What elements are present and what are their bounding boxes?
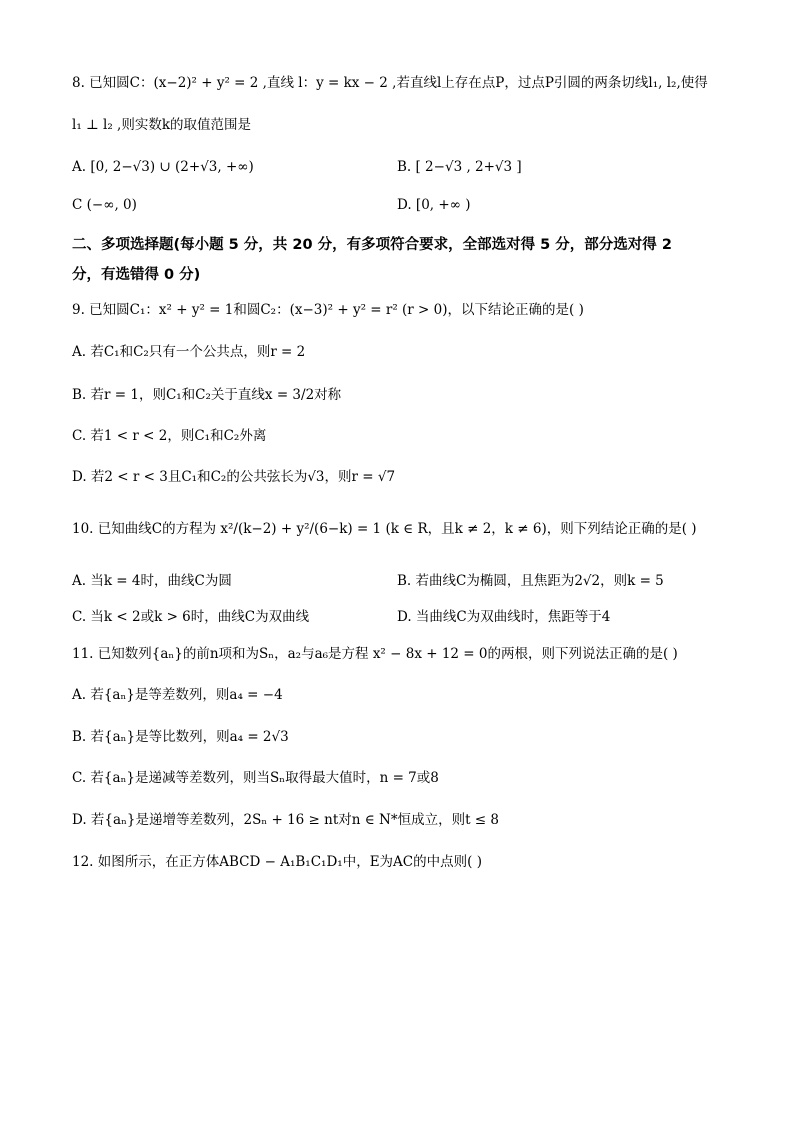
q11-stem: 11. 已知数列{aₙ}的前n项和为Sₙ，a₂与a₆是方程 x² − 8x + 12 = 0的两根，则下列说法正确的是( ) — [72, 646, 678, 662]
q9-stem: 9. 已知圆C₁：x² + y² = 1和圆C₂：(x−3)² + y² = r² (r > 0)，以下结论正确的是( ) — [72, 302, 584, 318]
q8-stem-line2: l₁ ⊥ l₂ ,则实数k的取值范围是 — [72, 117, 251, 133]
q9-option-b: B. 若r = 1，则C₁和C₂关于直线x = 3/2对称 — [72, 387, 342, 403]
q11-option-a: A. 若{aₙ}是等差数列，则a₄ = −4 — [72, 687, 283, 703]
q9-option-d: D. 若2 < r < 3且C₁和C₂的公共弦长为√3，则r = √7 — [72, 469, 396, 485]
q11-option-c: C. 若{aₙ}是递减等差数列，则当Sₙ取得最大值时，n = 7或8 — [72, 770, 439, 786]
q10-option-d: D. 当曲线C为双曲线时，焦距等于4 — [397, 609, 611, 625]
q8-option-d: D. [0, +∞ ) — [397, 197, 471, 213]
q12-stem: 12. 如图所示，在正方体ABCD − A₁B₁C₁D₁中，E为AC的中点则( ) — [72, 854, 482, 870]
section-heading-line2: 分，有选错得 0 分) — [72, 267, 201, 283]
q8-option-c: C (−∞, 0) — [72, 197, 137, 213]
q9-option-a: A. 若C₁和C₂只有一个公共点，则r = 2 — [72, 344, 306, 360]
q10-option-a: A. 当k = 4时，曲线C为圆 — [72, 573, 232, 589]
q8-option-a: A. [0, 2−√3) ∪ (2+√3, +∞) — [72, 159, 254, 175]
q11-option-d: D. 若{aₙ}是递增等差数列，2Sₙ + 16 ≥ nt对n ∈ N*恒成立，则t ≤ 8 — [72, 812, 499, 828]
q10-option-c: C. 当k < 2或k > 6时，曲线C为双曲线 — [72, 609, 310, 625]
q8-option-b: B. [ 2−√3 , 2+√3 ] — [397, 159, 522, 175]
q10-option-b: B. 若曲线C为椭圆，且焦距为2√2，则k = 5 — [397, 573, 664, 589]
section-heading-line1: 二、多项选择题(每小题 5 分，共 20 分，有多项符合要求，全部选对得 5 分，部分选对得 2 — [72, 237, 672, 253]
q9-option-c: C. 若1 < r < 2，则C₁和C₂外离 — [72, 428, 267, 444]
q11-option-b: B. 若{aₙ}是等比数列，则a₄ = 2√3 — [72, 729, 289, 745]
q8-stem-line1: 8. 已知圆C：(x−2)² + y² = 2 ,直线 l：y = kx − 2 ,若直线l上存在点P，过点P引圆的两条切线l₁, l₂,使得 — [72, 75, 708, 91]
q10-stem: 10. 已知曲线C的方程为 x²/(k−2) + y²/(6−k) = 1 (k ∈ R，且k ≠ 2，k ≠ 6)，则下列结论正确的是( ) — [72, 521, 697, 537]
